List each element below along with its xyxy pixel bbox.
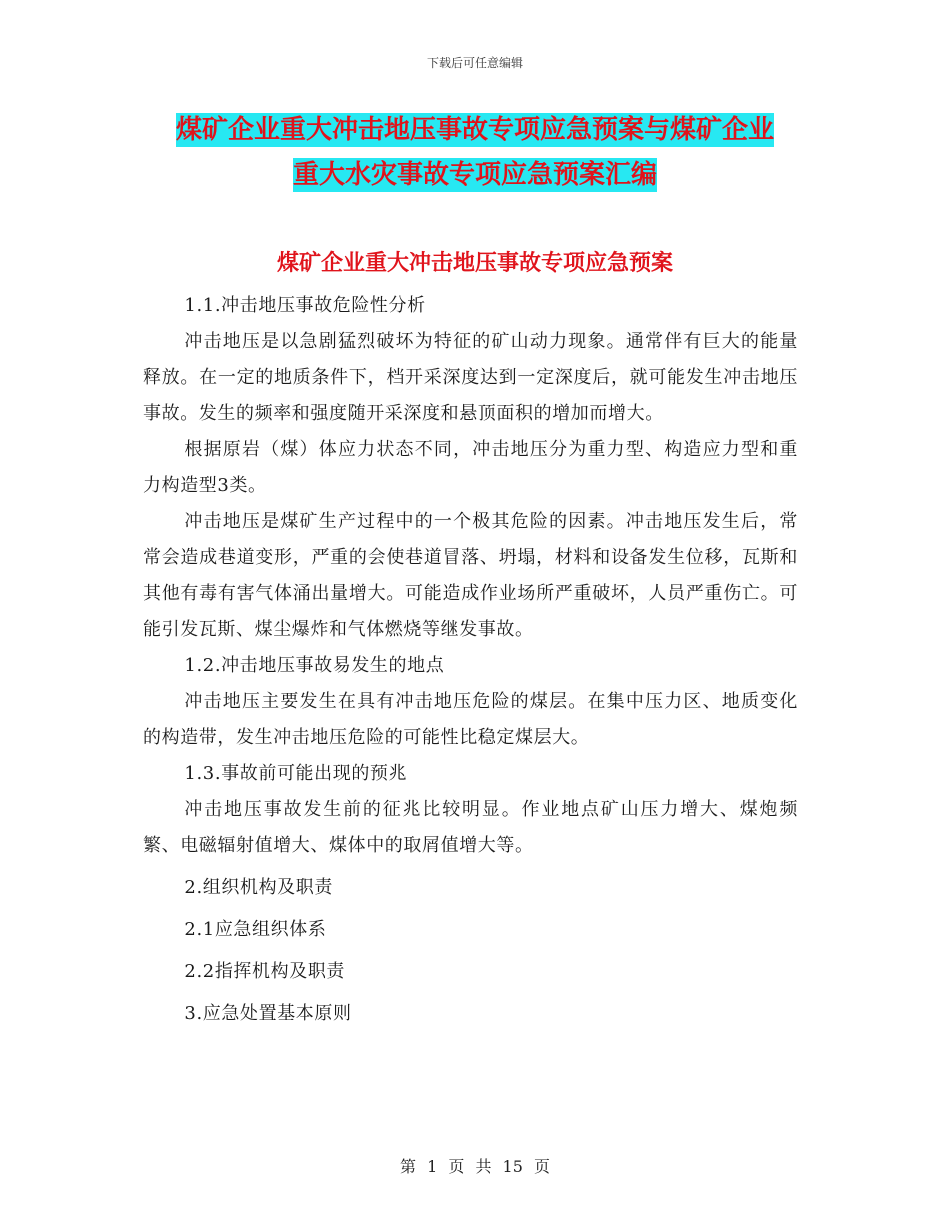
subsection-heading-2-1: 2.1应急组织体系 — [184, 919, 327, 940]
section-heading-2: 2.组织机构及职责 — [184, 877, 333, 898]
section-heading-3: 3.应急处置基本原则 — [184, 1003, 352, 1024]
body-paragraph: 冲击地压是以急剧猛烈破坏为特征的矿山动力现象。通常伴有巨大的能量释放。在一定的地质条件下，档开采深度达到一定深度后，就可能发生冲击地压事故。发生的频率和强度随开采深度和悬顶面积的增加而增大。 — [143, 331, 798, 424]
subsection-heading-1-3: 1.3.事故前可能出现的预兆 — [184, 763, 408, 784]
body-paragraph: 冲击地压主要发生在具有冲击地压危险的煤层。在集中压力区、地质变化的构造带，发生冲击地压危险的可能性比稳定煤层大。 — [143, 691, 798, 748]
document-title-line-2-text: 重大水灾事故专项应急预案汇编 — [292, 160, 657, 190]
subsection-heading-2-2: 2.2指挥机构及职责 — [184, 961, 346, 982]
document-title-line-1-text: 煤矿企业重大冲击地压事故专项应急预案与煤矿企业 — [175, 115, 774, 145]
body-paragraph: 冲击地压事故发生前的征兆比较明显。作业地点矿山压力增大、煤炮频繁、电磁辐射值增大、煤体中的取屑值增大等。 — [143, 799, 798, 856]
body-paragraph: 根据原岩（煤）体应力状态不同，冲击地压分为重力型、构造应力型和重力构造型3类。 — [143, 439, 798, 496]
document-title-line-1 — [0, 110, 950, 150]
section-title: 煤矿企业重大冲击地压事故专项应急预案 — [276, 250, 673, 276]
document-body — [143, 288, 798, 1032]
page-number-footer: 第 1 页 共 15 页 — [400, 1157, 550, 1176]
body-paragraph: 冲击地压是煤矿生产过程中的一个极其危险的因素。冲击地压发生后，常常会造成巷道变形，严重的会使巷道冒落、坍塌，材料和设备发生位移，瓦斯和其他有毒有害气体涌出量增大。可能造成作业场所严重破坏，人员严重伤亡。可能引发瓦斯、煤尘爆炸和气体燃烧等继发事故。 — [143, 511, 798, 640]
subsection-heading-1-1: 1.1.冲击地压事故危险性分析 — [184, 295, 426, 316]
document-title-line-2 — [0, 155, 950, 195]
subsection-heading-1-2: 1.2.冲击地压事故易发生的地点 — [184, 655, 445, 676]
page-header-note: 下载后可任意编辑 — [426, 56, 523, 70]
